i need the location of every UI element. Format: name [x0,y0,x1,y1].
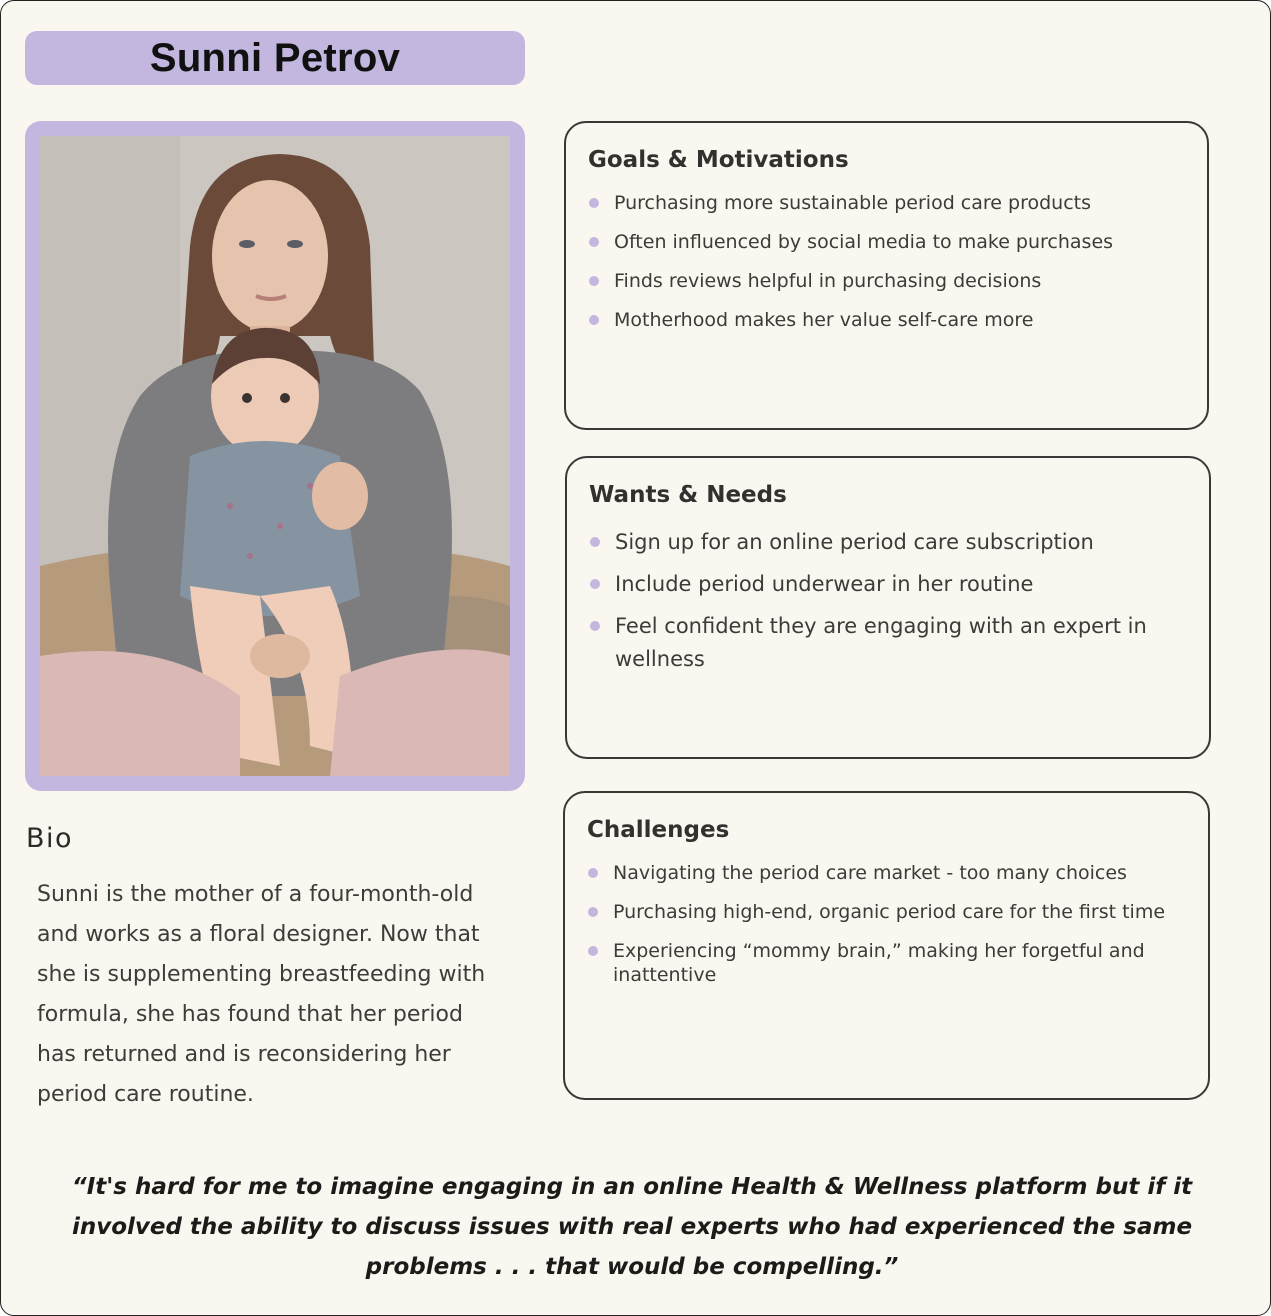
bullet-icon [589,198,599,208]
challenges-card [563,791,1210,1100]
bullet-icon [590,621,600,631]
list-item: Include period underwear in her routine [589,568,1191,601]
goals-list [588,191,1189,347]
bio-heading: Bio [26,823,74,854]
list-item: Often influenced by social media to make purchases [588,230,1189,254]
list-item: Finds reviews helpful in purchasing decisions [588,269,1189,293]
bullet-icon [589,276,599,286]
wants-title: Wants & Needs [589,482,787,508]
list-item: Navigating the period care market - too many choices [587,861,1190,885]
persona-name-banner [25,31,525,85]
list-item: Purchasing more sustainable period care products [588,191,1189,215]
photo-frame [25,121,525,791]
persona-photo-illustration [40,136,510,776]
list-item: Sign up for an online period care subscription [589,526,1191,559]
bullet-icon [588,868,598,878]
bullet-icon [590,537,600,547]
bullet-icon [588,946,598,956]
persona-quote: “It's hard for me to imagine engaging in an online Health & Wellness platform but if it involved the ability to discuss issues with real experts who had experienced the same problems . . . that would be compelling.” [71,1174,1193,1280]
challenges-list [587,861,1190,1002]
bio-text: Sunni is the mother of a four-month-old and works as a floral designer. Now that she is supplementing breastfeeding with formula, she has found that her period has returned and is reconsidering her period care routine. [37,882,486,1107]
bullet-icon [589,315,599,325]
persona-name: Sunni Petrov [149,35,401,80]
bullet-icon [589,237,599,247]
wants-card [565,456,1211,759]
list-item: Motherhood makes her value self-care more [588,308,1189,332]
bullet-icon [590,579,600,589]
bullet-icon [588,907,598,917]
persona-photo [40,136,510,776]
list-item: Purchasing high-end, organic period care for the first time [587,900,1190,924]
list-item: Experiencing “mommy brain,” making her forgetful and inattentive [587,939,1190,987]
challenges-title: Challenges [587,817,730,843]
goals-title: Goals & Motivations [588,147,849,173]
goals-card [564,121,1209,430]
wants-list [589,526,1191,685]
list-item: Feel confident they are engaging with an expert in wellness [589,610,1191,676]
